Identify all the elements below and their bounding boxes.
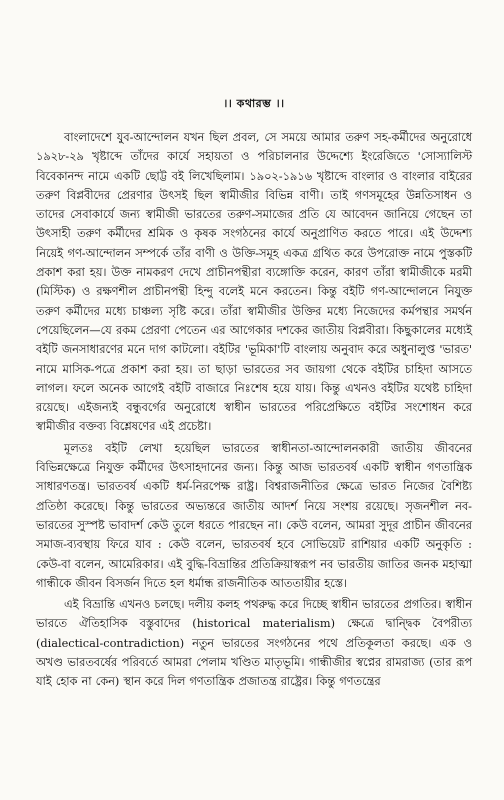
paragraph-1: বাংলাদেশে যুব-আন্দোলন যখন ছিল প্রবল, সে সময়ে আমার তরুণ সহ-কর্মীদের অনুরোধে ১৯২৮-২৯ খৃষ্টাব্দে তাঁদের কার্যে সহায়তা ও পরিচালনার উদ্দেশ্যে ইংরেজিতে 'সোস্যালিস্ট বিবেকানন্দ নামে একটি ছোট্ট বই লিখেছিলাম। ১৯০২-১৯১৬ খৃষ্টাব্দে বাংলার ও বাংলার বাইরের তরুণ বিপ্লবীদের প্রেরণার উৎসই ছিল স্বামীজীর বিভিন্ন বাণী। তাই গণসমূহের উন্নতিসাধন ও তাদের সেবাকার্যে জন্য স্বামীজী ভারতের তরুণ-সমাজের প্রতি যে আবেদন জানিয়ে গেছেন তা উৎসাহী তরুণ কর্মীদের শ্রমিক ও কৃষক সংগঠনের কার্যে অনুপ্রাণিত করতে পারে। এই উদ্দেশ্য নিয়েই গণ-আন্দোলন সম্পর্কে তাঁর বাণী ও উক্তি-সমূহ একত্র গ্রথিত করে উপরোক্ত নামে পুস্তকটি প্রকাশ করা হয়। উক্ত নামকরণ দেখে প্রাচীনপন্থীরা ব্যঙ্গোক্তি করেন, কারণ তাঁরা স্বামীজীকে মরমী (মিস্টিক) ও রক্ষণশীল প্রাচীনপন্থী হিন্দু বলেই মনে করতেন। কিন্তু বইটি গণ-আন্দোলনে নিযুক্ত তরুণ কর্মীদের মধ্যে চাঞ্চল্য সৃষ্টি করে। তাঁরা স্বামীজীর উক্তির মধ্যে নিজেদের কর্মপন্থার সমর্থন পেয়েছিলেন—যে রকম প্রেরণা পেতেন এর আগেকার দশকের জাতীয় বিপ্লবীরা। কিছুকালের মধ্যেই বইটি জনসাধারণের মনে দাগ কাটলো। বইটির 'ভূমিকা'টি বাংলায় অনুবাদ করে অধুনালুপ্ত 'ভারত' নামে মাসিক-পত্রে প্রকাশ করা হয়। তা ছাড়া ভারতের সব জায়গা থেকে বইটির চাহিদা আসতে লাগল। ফলে অনেক আগেই বইটি বাজারে নিঃশেষ হয়ে যায়। কিন্তু এখনও বইটির যথেষ্ট চাহিদা রয়েছে। এইজন্যই বন্ধুবর্গের অনুরোধে স্বাধীন ভারতের পরিপ্রেক্ষিতে বইটির সংশোধন করে স্বামীজীর বক্তব্য বিশ্লেষণের এই প্রচেষ্টা।	[36, 131, 472, 434]
page-heading: ।। কথারম্ভ ।।	[223, 97, 285, 110]
paragraph-3: এই বিভ্রান্তি এখনও চলছে। দলীয় কলহ পথরুদ্ধ করে দিচ্ছে স্বাধীন ভারতের প্রগতির। স্বাধীন ভারতে ঐতিহাসিক বস্তুবাদের (historical materialism) ক্ষেত্রে দ্বান্দ্বিক বৈপরীত্য (dialectical-contradiction) নতুন ভারতের সংগঠনের পথে প্রতিকূলতা করছে। এক ও অখণ্ড ভারতবর্ষের পরিবর্তে আমরা পেলাম খণ্ডিত মাতৃভূমি। গান্ধীজীর স্বপ্নের রামরাজ্য (তার রূপ যাই হোক না কেন) স্থান করে দিল গণতান্ত্রিক প্রজাতন্ত্র রাষ্ট্রের। কিন্তু গণতন্ত্রের	[36, 598, 472, 689]
paragraph-2: মূলতঃ বইটি লেখা হয়েছিল ভারতের স্বাধীনতা-আন্দোলনকারী জাতীয় জীবনের বিভিন্নক্ষেত্রে নিযুক্ত কর্মীদের উৎসাহদানের জন্য। কিন্তু আজ ভারতবর্ষ একটি স্বাধীন গণতান্ত্রিক সাধারণতন্ত্র। ভারতবর্ষ একটি ধর্ম-নিরপেক্ষ রাষ্ট্র। বিশ্বরাজনীতির ক্ষেত্রে ভারত নিজের বৈশিষ্ট্য প্রতিষ্ঠা করেছে। কিন্তু ভারতের অভ্যন্তরে জাতীয় আদর্শ নিয়ে সংশয় রয়েছে। সৃজনশীল নব-ভারতের সুস্পষ্ট ভাবাদর্শ কেউ তুলে ধরতে পারছেন না। কেউ বলেন, আমরা সুদূর প্রাচীন জীবনের সমাজ-ব্যবস্থায় ফিরে যাব : কেউ বলেন, ভারতবর্ষ হবে সোভিয়েট রাশিয়ার একটি অনুকৃতি : কেউ-বা বলেন, আমেরিকার। এই বুদ্ধি-বিভ্রান্তির প্রতিক্রিয়াস্বরূপ নব ভারতীয় জাতির জনক মহাত্মা গান্ধীকে জীবন বিসর্জন দিতে হল ধর্মান্ধ রাজনীতিক আততায়ীর হস্তে।	[36, 441, 472, 590]
